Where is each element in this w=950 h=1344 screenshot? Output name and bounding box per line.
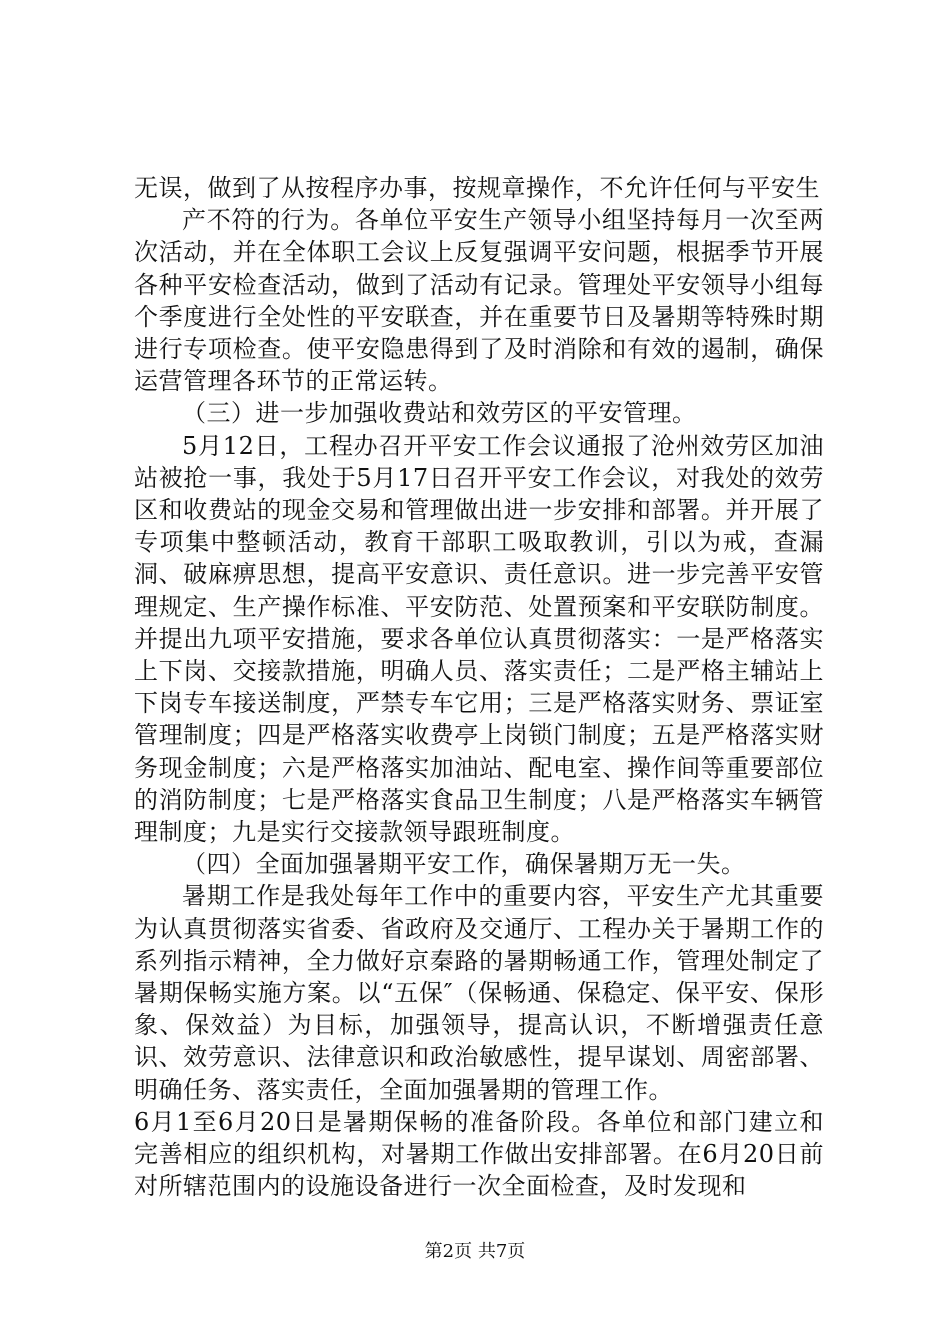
paragraph-preparation-stage: 6月1至6月20日是暑期保畅的准备阶段。各单位和部门建立和完善相应的组织机构，对暑期工作做出安排部署。在6月20日前对所辖范围内的设施设备进行一次全面检查，及时发现和 [134, 1107, 824, 1201]
section-heading-four: （四）全面加强暑期平安工作，确保暑期万无一失。 [182, 850, 746, 879]
page-number-label: 第2页 共7页 [424, 1241, 526, 1262]
paragraph-summer-work: 暑期工作是我处每年工作中的重要内容，平安生产尤其重要为认真贯彻落实省委、省政府及交通厅、工程办关于暑期工作的系列指示精神，全力做好京秦路的暑期畅通工作，管理处制定了暑期保畅实施方案。以“五保″（保畅通、保稳定、保平安、保形象、保效益）为目标，加强领导，提高认识，不断增强责任意识、效劳意识、法律意识和政治敏感性，提早谋划、周密部署、明确任务、落实责任，全面加强暑期的管理工作。 [134, 882, 824, 1104]
section-heading-three: （三）进一步加强收费站和效劳区的平安管理。 [182, 399, 697, 428]
page-footer [0, 1240, 950, 1264]
paragraph-safety-activities: 产不符的行为。各单位平安生产领导小组坚持每月一次至两次活动，并在全体职工会议上反复强调平安问题，根据季节开展各种平安检查活动，做到了活动有记录。管理处平安领导小组每个季度进行全处性的平安联查，并在重要节日及暑期等特殊时期进行专项检查。使平安隐患得到了及时消除和有效的遏制，确保运营管理各环节的正常运转。 [134, 206, 824, 396]
paragraph-toll-station-safety: 5月12日，工程办召开平安工作会议通报了沧州效劳区加油站被抢一事，我处于5月17日召开平安工作会议，对我处的效劳区和收费站的现金交易和管理做出进一步安排和部署。并开展了专项集中整顿活动，教育干部职工吸取教训，引以为戒，查漏洞、破麻痹思想，提高平安意识、责任意识。进一步完善平安管理规定、生产操作标准、平安防范、处置预案和平安联防制度。并提出九项平安措施，要求各单位认真贯彻落实：一是严格落实上下岗、交接款措施，明确人员、落实责任；二是严格主辅站上下岗专车接送制度，严禁专车它用；三是严格落实财务、票证室管理制度；四是严格落实收费亭上岗锁门制度；五是严格落实财务现金制度；六是严格落实加油站、配电室、操作间等重要部位的消防制度；七是严格落实食品卫生制度；八是严格落实车辆管理制度；九是实行交接款领导跟班制度。 [134, 431, 824, 847]
paragraph-continuation: 无误，做到了从按程序办事，按规章操作，不允许任何与平安生 [134, 174, 820, 202]
document-body [134, 172, 824, 1203]
